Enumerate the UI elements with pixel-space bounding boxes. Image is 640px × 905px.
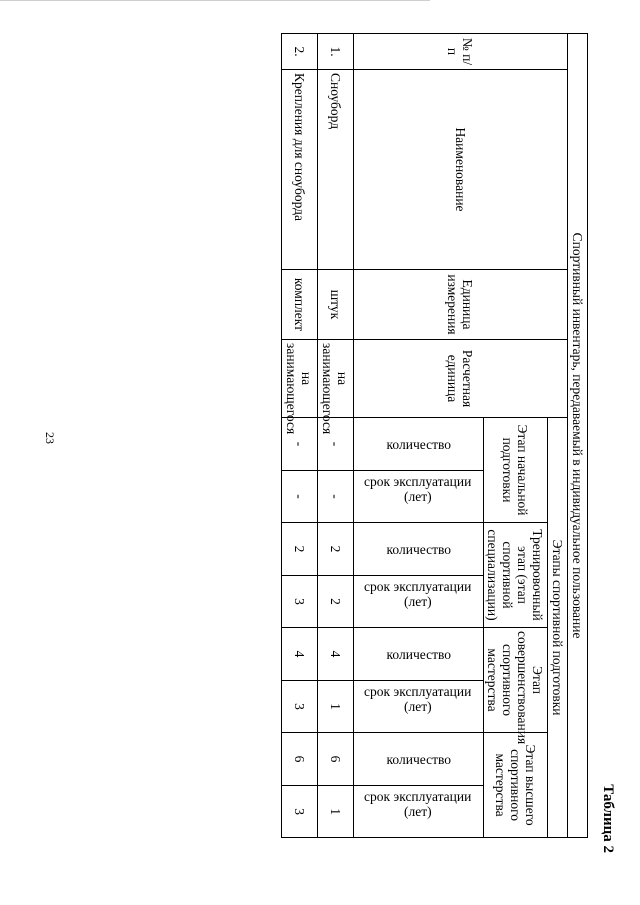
group-title: Спортивный инвентарь, передаваемый в индивидуальное пользование [568,34,588,838]
row-name: Крепления для сноуборда [282,70,318,270]
header-unit: Единица измерения [354,270,568,340]
row-calc-unit: на занимающегося [282,340,318,418]
row-unit: штук [318,270,354,340]
row-no: 2. [282,34,318,70]
sub-qty [354,628,484,681]
sub-term-text: срок эксплуатации (лет) [364,684,473,714]
sub-qty [354,418,484,471]
sub-term-text: срок эксплуатации (лет) [364,579,473,609]
sub-qty-text: количество [386,646,451,662]
sub-qty-text: количество [386,436,451,452]
cell-value: 3 [282,681,318,733]
sub-term [354,471,484,523]
cell-value: 3 [282,786,318,838]
cell-value: 3 [282,576,318,628]
top-rule [0,0,430,1]
caption-row [592,33,620,873]
sub-term [354,576,484,628]
cell-value: 1 [318,786,354,838]
header-calc-unit: Расчетная единица [354,340,568,418]
stage-initial: Этап начальной подготовки [484,418,548,523]
stage-training: Тренировочный этап (этап спортивной специализации) [484,523,548,628]
rotated-page-content [100,33,620,873]
table-caption: Таблица 2 [600,784,616,853]
cell-value: 2 [282,523,318,576]
sub-term-text: срок эксплуатации (лет) [364,474,473,504]
sub-term-text: срок эксплуатации (лет) [364,789,473,819]
table-row [282,34,318,838]
header-no: № п/п [354,34,568,70]
sub-qty [354,733,484,786]
cell-value: 6 [318,733,354,786]
sub-qty-text: количество [386,751,451,767]
row-name: Сноуборд [318,70,354,270]
sub-term [354,681,484,733]
cell-value: 6 [282,733,318,786]
sub-qty [354,523,484,576]
page-number: 23 [43,432,57,444]
equipment-table [281,33,588,838]
stage-improvement: Этап совершенствования спортивного мастерства [484,628,548,733]
row-calc-unit: на занимающегося [318,340,354,418]
sub-qty-text: количество [386,541,451,557]
cell-value: - [282,418,318,471]
cell-value: 2 [318,576,354,628]
row-unit: комплект [282,270,318,340]
cell-value: - [318,418,354,471]
stages-header: Этапы спортивной подготовки [548,418,568,838]
cell-value: 4 [282,628,318,681]
stage-highest: Этап высшего спортивного мастерства [484,733,548,838]
header-name: Наименование [354,70,568,270]
cell-value: 2 [318,523,354,576]
cell-value: - [282,471,318,523]
row-no: 1. [318,34,354,70]
sub-term [354,786,484,838]
cell-value: 1 [318,681,354,733]
cell-value: 4 [318,628,354,681]
cell-value: - [318,471,354,523]
table-row [318,34,354,838]
